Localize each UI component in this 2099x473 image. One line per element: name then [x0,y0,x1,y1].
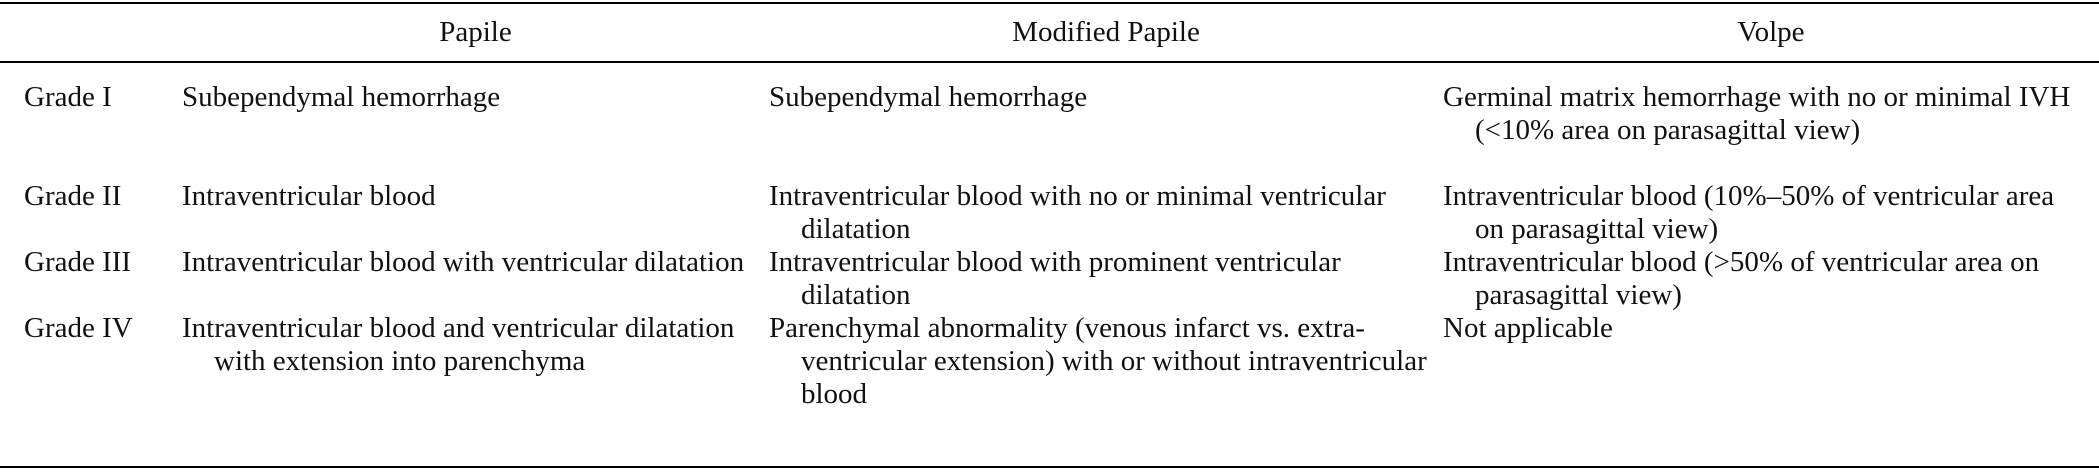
table-header-row [0,0,2099,64]
volpe-cell [1443,246,2099,312]
grade-label: Grade IV [24,312,133,344]
volpe-cell [1443,312,2099,411]
header-papile: Papile [439,15,512,48]
modified-papile-cell [769,246,1443,312]
volpe-cell [1443,64,2099,180]
papile-text: Intraventricular blood and ventricular dilatation with extension into parenchyma [182,312,735,377]
papile-cell [182,64,769,180]
papile-cell [182,180,769,246]
modified-papile-cell [769,312,1443,411]
header-grade [0,0,182,64]
grade-label: Grade II [24,180,122,212]
table-row [0,180,2099,246]
modified-papile-cell [769,180,1443,246]
table-bottom-rule [0,466,2099,468]
grade-label: Grade I [24,81,112,113]
volpe-text: Intraventricular blood (>50% of ventricular area on parasagittal view) [1443,246,2040,311]
papile-cell [182,312,769,411]
volpe-text: Intraventricular blood (10%–50% of ventricular area on parasagittal view) [1443,180,2055,245]
modified-papile-text: Subependymal hemorrhage [769,81,1088,113]
modified-papile-cell [769,64,1443,180]
papile-text: Intraventricular blood [182,180,436,212]
volpe-text: Not applicable [1443,312,1613,344]
papile-text: Intraventricular blood with ventricular dilatation [182,246,745,278]
volpe-cell [1443,180,2099,246]
table-row [0,64,2099,180]
header-modified-papile: Modified Papile [1012,15,1200,48]
table-row [0,246,2099,312]
grade-label: Grade III [24,246,132,278]
table-row [0,312,2099,411]
modified-papile-text: Intraventricular blood with no or minimal ventricular dilatation [769,180,1386,245]
papile-text: Subependymal hemorrhage [182,81,501,113]
modified-papile-text: Parenchymal abnormality (venous infarct vs. extra-ventricular extension) with or without intraventricular blood [769,312,1427,410]
papile-cell [182,246,769,312]
modified-papile-text: Intraventricular blood with prominent ventricular dilatation [769,246,1341,311]
header-volpe: Volpe [1737,15,1805,48]
volpe-text: Germinal matrix hemorrhage with no or minimal IVH (<10% area on parasagittal view) [1443,81,2071,146]
